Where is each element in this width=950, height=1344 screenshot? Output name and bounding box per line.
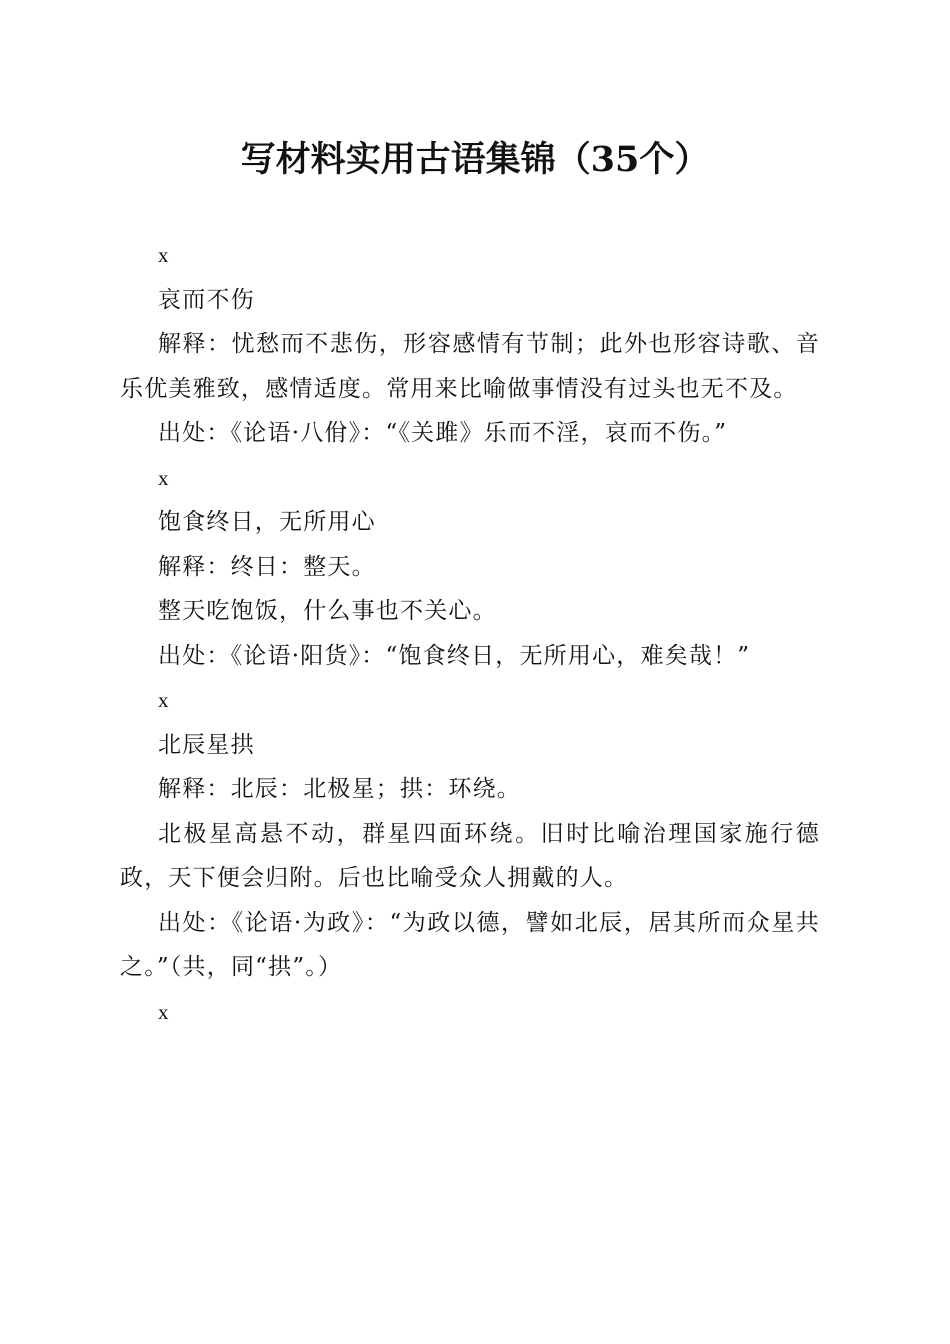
entry-meaning: 北极星高悬不动，群星四面环绕。旧时比喻治理国家施行德政，天下便会归附。后也比喻受众人拥戴的人。 <box>120 820 820 891</box>
entry-3 <box>120 678 820 990</box>
entry-source: 出处：《论语·八佾》：“《关雎》乐而不淫，哀而不伤。” <box>158 420 728 446</box>
entry-explanation: 解释：北辰：北极星；拱：环绕。 <box>158 776 521 802</box>
entry-2 <box>120 456 820 679</box>
document-title: 写材料实用古语集锦（35个） <box>240 139 710 180</box>
entry-source: 出处：《论语·为政》：“为政以德，譬如北辰，居其所而众星共之。”（共，同“拱”。） <box>120 909 820 980</box>
document-body <box>120 233 820 1034</box>
entry-term: 饱食终日，无所用心 <box>158 509 376 535</box>
entry-meaning: 整天吃饱饭，什么事也不关心。 <box>158 598 497 624</box>
entry-term: 北辰星拱 <box>158 731 255 758</box>
entry-explanation: 解释：终日：整天。 <box>158 553 376 580</box>
entry-source: 出处：《论语·阳货》：“饱食终日，无所用心，难矣哉！” <box>158 642 751 669</box>
entry-separator: x <box>158 243 169 267</box>
trailing-separator: x <box>158 999 169 1024</box>
entry-separator: x <box>158 465 169 490</box>
entry-separator: x <box>158 688 169 712</box>
entry-1 <box>120 233 820 456</box>
entry-explanation: 解释：忧愁而不悲伤，形容感情有节制；此外也形容诗歌、音乐优美雅致，感情适度。常用来比喻做事情没有过头也无不及。 <box>120 331 820 402</box>
entry-term: 哀而不伤 <box>158 286 255 313</box>
